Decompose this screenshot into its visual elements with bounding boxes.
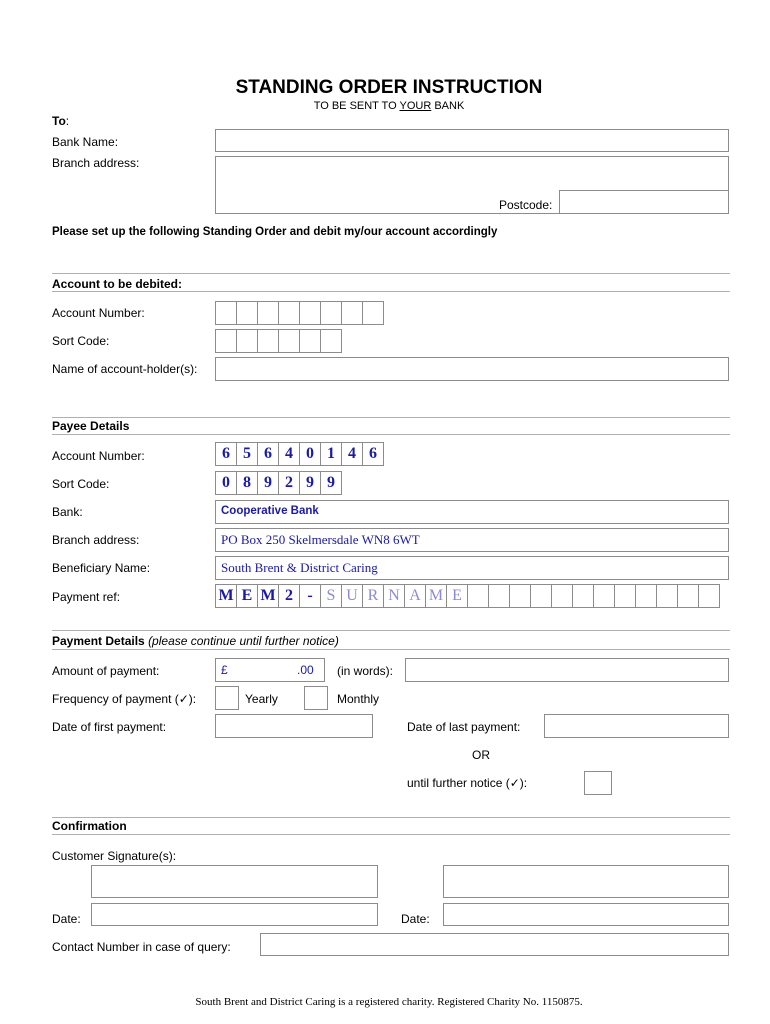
payment-ref-cells[interactable] — [215, 584, 719, 608]
ref-cell: - — [299, 584, 321, 608]
digit-cell: 9 — [257, 471, 279, 495]
digit-cell: 2 — [278, 471, 300, 495]
digit-cell: 6 — [257, 442, 279, 466]
in-words-label: (in words): — [337, 664, 394, 678]
debit-account-number-label: Account Number: — [52, 306, 145, 320]
subtitle-suffix: BANK — [431, 100, 465, 112]
currency-symbol: £ — [221, 663, 228, 677]
ref-cell[interactable] — [656, 584, 678, 608]
until-notice-checkbox[interactable] — [584, 771, 612, 795]
ref-cell[interactable] — [593, 584, 615, 608]
ref-cell: M — [215, 584, 237, 608]
amount-label: Amount of payment: — [52, 664, 160, 678]
payee-account-number-label: Account Number: — [52, 449, 145, 463]
ref-cell[interactable]: M — [425, 584, 447, 608]
date-label-1: Date: — [52, 912, 81, 926]
signature-field-1[interactable] — [91, 865, 378, 898]
ref-cell[interactable]: E — [446, 584, 468, 608]
payee-heading: Payee Details — [52, 419, 130, 433]
ref-cell: 2 — [278, 584, 300, 608]
to-label: To: — [52, 114, 70, 128]
digit-cell: 0 — [215, 471, 237, 495]
section-rule — [52, 649, 730, 650]
digit-cell[interactable] — [320, 329, 342, 353]
amount-in-words-field[interactable] — [405, 658, 729, 682]
payee-account-number-cells — [215, 442, 383, 466]
digit-cell[interactable] — [278, 329, 300, 353]
branch-address-label: Branch address: — [52, 156, 140, 170]
date-field-1[interactable] — [91, 903, 378, 926]
last-payment-field[interactable] — [544, 714, 729, 738]
digit-cell[interactable] — [236, 329, 258, 353]
payee-bank-field — [215, 500, 729, 524]
digit-cell[interactable] — [215, 329, 237, 353]
payment-heading-note: (please continue until further notice) — [148, 634, 339, 648]
payee-branch-field — [215, 528, 729, 552]
beneficiary-field — [215, 556, 729, 580]
section-rule — [52, 817, 730, 818]
payment-ref-label: Payment ref: — [52, 590, 121, 604]
section-rule — [52, 273, 730, 274]
date-field-2[interactable] — [443, 903, 729, 926]
page-subtitle — [0, 100, 770, 112]
debit-sort-code-label: Sort Code: — [52, 334, 110, 348]
digit-cell: 5 — [236, 442, 258, 466]
bank-name-label: Bank Name: — [52, 135, 119, 149]
ref-cell[interactable]: N — [383, 584, 405, 608]
instruction-text: Please set up the following Standing Order and debit my/our account accordingly — [52, 226, 498, 238]
or-label: OR — [472, 748, 490, 762]
payee-sort-code-cells — [215, 471, 341, 495]
pence-value: .00 — [297, 663, 314, 677]
digit-cell: 4 — [341, 442, 363, 466]
ref-cell[interactable] — [467, 584, 489, 608]
digit-cell[interactable] — [299, 301, 321, 325]
page-title: STANDING ORDER INSTRUCTION — [235, 77, 543, 98]
contact-label: Contact Number in case of query: — [52, 940, 231, 954]
digit-cell: 4 — [278, 442, 300, 466]
digit-cell: 6 — [215, 442, 237, 466]
debit-account-number-cells[interactable] — [215, 301, 383, 325]
ref-cell[interactable] — [698, 584, 720, 608]
first-payment-label: Date of first payment: — [52, 720, 167, 734]
digit-cell[interactable] — [257, 329, 279, 353]
bank-name-field[interactable] — [215, 129, 729, 152]
payment-heading — [52, 634, 339, 648]
account-holder-label: Name of account-holder(s): — [52, 362, 198, 376]
section-rule — [52, 834, 730, 835]
postcode-label: Postcode: — [499, 198, 553, 212]
payee-bank-value: Cooperative Bank — [221, 505, 319, 517]
section-rule — [52, 291, 730, 292]
ref-cell[interactable] — [677, 584, 699, 608]
yearly-checkbox[interactable] — [215, 686, 239, 710]
ref-cell: E — [236, 584, 258, 608]
section-rule — [52, 417, 730, 418]
digit-cell[interactable] — [320, 301, 342, 325]
ref-cell[interactable]: R — [362, 584, 384, 608]
ref-cell[interactable] — [530, 584, 552, 608]
digit-cell: 9 — [320, 471, 342, 495]
first-payment-field[interactable] — [215, 714, 373, 738]
digit-cell[interactable] — [278, 301, 300, 325]
digit-cell[interactable] — [341, 301, 363, 325]
confirmation-heading: Confirmation — [52, 819, 127, 833]
ref-cell[interactable]: U — [341, 584, 363, 608]
digit-cell[interactable] — [299, 329, 321, 353]
signature-label: Customer Signature(s): — [52, 849, 177, 863]
monthly-checkbox[interactable] — [304, 686, 328, 710]
account-holder-field[interactable] — [215, 357, 729, 381]
digit-cell: 6 — [362, 442, 384, 466]
frequency-label: Frequency of payment (✓): — [52, 692, 197, 706]
ref-cell[interactable] — [635, 584, 657, 608]
ref-cell[interactable] — [509, 584, 531, 608]
section-rule — [52, 630, 730, 631]
digit-cell: 1 — [320, 442, 342, 466]
amount-field[interactable] — [215, 658, 325, 682]
ref-cell[interactable] — [572, 584, 594, 608]
yearly-label: Yearly — [245, 692, 278, 706]
ref-cell[interactable] — [488, 584, 510, 608]
payee-sort-code-label: Sort Code: — [52, 477, 110, 491]
digit-cell[interactable] — [257, 301, 279, 325]
payee-branch-value: PO Box 250 Skelmersdale WN8 6WT — [221, 532, 420, 547]
debit-sort-code-cells[interactable] — [215, 329, 341, 353]
subtitle-emphasis: YOUR — [399, 100, 432, 112]
beneficiary-label: Beneficiary Name: — [52, 561, 151, 575]
last-payment-label: Date of last payment: — [407, 720, 521, 734]
ref-cell[interactable] — [551, 584, 573, 608]
digit-cell[interactable] — [362, 301, 384, 325]
date-label-2: Date: — [401, 912, 430, 926]
payee-branch-label: Branch address: — [52, 533, 140, 547]
contact-field[interactable] — [260, 933, 729, 956]
footer-charity-note: South Brent and District Caring is a registered charity. Registered Charity No. 1150875. — [195, 996, 583, 1008]
section-rule — [52, 434, 730, 435]
monthly-label: Monthly — [337, 692, 380, 706]
digit-cell: 8 — [236, 471, 258, 495]
payee-bank-label: Bank: — [52, 505, 83, 519]
digit-cell[interactable] — [236, 301, 258, 325]
until-notice-label: until further notice (✓): — [407, 776, 528, 790]
digit-cell: 0 — [299, 442, 321, 466]
digit-cell[interactable] — [215, 301, 237, 325]
beneficiary-value: South Brent & District Caring — [221, 560, 378, 575]
payment-heading-text: Payment Details — [52, 634, 145, 648]
subtitle-prefix: TO BE SENT TO — [313, 100, 400, 112]
ref-cell[interactable] — [614, 584, 636, 608]
ref-cell[interactable]: A — [404, 584, 426, 608]
signature-field-2[interactable] — [443, 865, 729, 898]
postcode-field[interactable] — [559, 190, 729, 214]
ref-cell[interactable]: S — [320, 584, 342, 608]
digit-cell: 9 — [299, 471, 321, 495]
ref-cell: M — [257, 584, 279, 608]
account-debited-heading: Account to be debited: — [52, 277, 182, 291]
